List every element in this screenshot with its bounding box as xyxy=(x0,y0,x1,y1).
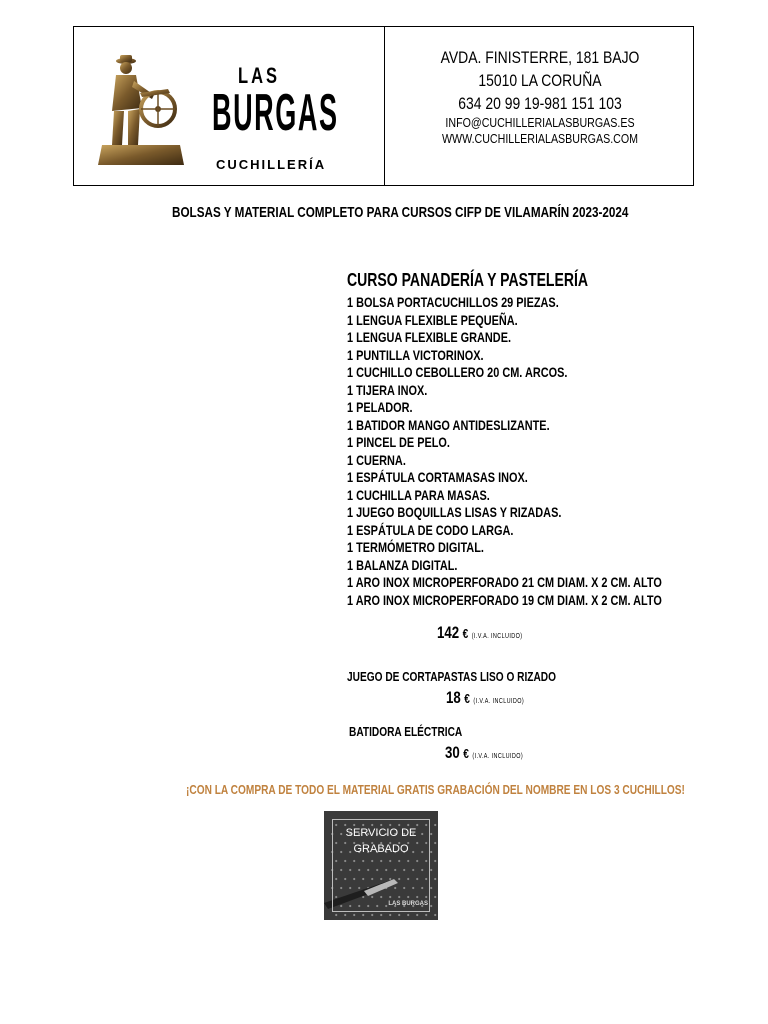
course-price-note: (I.V.A. INCLUIDO) xyxy=(471,633,523,640)
engraving-caption-line1: SERVICIO DE xyxy=(345,827,417,839)
course-item xyxy=(347,434,751,452)
course-item-text: 1 PINCEL DE PELO. xyxy=(347,434,450,450)
extra-item-price-currency: € xyxy=(463,746,469,761)
extra-item-price-note: (I.V.A. INCLUIDO) xyxy=(473,698,525,705)
course-item-text: 1 BATIDOR MANGO ANTIDESLIZANTE. xyxy=(347,416,550,433)
contact-block xyxy=(385,27,695,187)
course-item-text: 1 JUEGO BOQUILLAS LISAS Y RIZADAS. xyxy=(347,504,562,520)
course-item xyxy=(347,592,751,610)
course-item-text: 1 BALANZA DIGITAL. xyxy=(347,556,458,573)
course-item xyxy=(347,504,751,522)
extra-item-price-amount: 30 xyxy=(445,743,460,762)
course-item-text: 1 CUCHILLA PARA MASAS. xyxy=(347,486,490,503)
course-item-text: 1 TIJERA INOX. xyxy=(347,381,428,398)
course-item xyxy=(347,382,751,400)
extra-item-price-amount: 18 xyxy=(446,688,461,707)
course-item-text: 1 BOLSA PORTACUCHILLOS 29 PIEZAS. xyxy=(347,294,559,310)
course-title-text: CURSO PANADERÍA Y PASTELERÍA xyxy=(347,270,589,290)
engraving-logo-text: LAS BURGAS xyxy=(388,901,428,907)
extra-item-label xyxy=(349,724,494,739)
course-item-text: 1 ARO INOX MICROPERFORADO 21 CM DIAM. X 2 CM. ALTO xyxy=(347,574,662,590)
promo-text-content: ¡CON LA COMPRA DE TODO EL MATERIAL GRATIS GRABACIÓN DEL NOMBRE EN LOS 3 CUCHILLOS! xyxy=(186,782,685,797)
course-item xyxy=(347,487,751,505)
course-item xyxy=(347,557,751,575)
promo-text xyxy=(186,782,768,797)
course-title xyxy=(347,270,656,291)
brand-las: LAS xyxy=(238,63,280,88)
engraving-service-image xyxy=(324,811,438,920)
extra-item-price xyxy=(446,688,546,708)
course-item xyxy=(347,399,751,417)
course-price-currency: € xyxy=(462,626,469,641)
course-item-text: 1 ARO INOX MICROPERFORADO 19 CM DIAM. X 2 CM. ALTO xyxy=(347,591,662,608)
contact-phones: 634 20 99 19-981 151 103 xyxy=(458,94,622,113)
course-item xyxy=(347,364,751,382)
course-item-text: 1 ESPÁTULA CORTAMASAS INOX. xyxy=(347,469,528,485)
course-item-text: 1 PUNTILLA VICTORINOX. xyxy=(347,346,484,363)
course-item xyxy=(347,539,751,557)
course-item xyxy=(347,347,751,365)
extra-item-price xyxy=(445,743,545,763)
course-item xyxy=(347,417,751,435)
knife-grinder-figure-image xyxy=(96,53,186,168)
engraving-caption xyxy=(324,825,438,857)
course-item xyxy=(347,329,751,347)
contact-address: AVDA. FINISTERRE, 181 BAJO xyxy=(440,48,640,67)
document-title xyxy=(172,204,757,221)
header-box xyxy=(73,26,694,186)
extra-item-price-currency: € xyxy=(464,691,470,706)
course-item-text: 1 PELADOR. xyxy=(347,399,413,415)
extra-item-label-text: JUEGO DE CORTAPASTAS LISO O RIZADO xyxy=(347,669,557,684)
engraving-logo xyxy=(388,901,428,908)
brand-cuchilleria: CUCHILLERÍA xyxy=(216,157,327,172)
logo xyxy=(96,43,366,173)
course-item xyxy=(347,294,751,312)
extra-item-label-text: BATIDORA ELÉCTRICA xyxy=(349,724,463,739)
course-item-text: 1 CUERNA. xyxy=(347,451,406,468)
brand-burgas: BURGAS xyxy=(212,84,339,142)
course-item xyxy=(347,522,751,540)
course-item-text: 1 TERMÓMETRO DIGITAL. xyxy=(347,539,484,555)
extra-item-price-note: (I.V.A. INCLUIDO) xyxy=(472,753,524,760)
engraving-caption-line2: GRABADO xyxy=(353,843,409,855)
contact-website[interactable]: WWW.CUCHILLERIALASBURGAS.COM xyxy=(441,131,639,146)
course-item xyxy=(347,574,751,592)
course-item xyxy=(347,452,751,470)
course-item xyxy=(347,469,751,487)
course-price-amount: 142 xyxy=(437,623,460,642)
course-item-text: 1 ESPÁTULA DE CODO LARGA. xyxy=(347,521,514,538)
course-price xyxy=(437,623,547,643)
course-item-text: 1 LENGUA FLEXIBLE GRANDE. xyxy=(347,329,512,345)
course-item-text: 1 LENGUA FLEXIBLE PEQUEÑA. xyxy=(347,311,518,328)
course-item xyxy=(347,312,751,330)
extra-item-label xyxy=(347,669,615,684)
course-item-text: 1 CUCHILLO CEBOLLERO 20 CM. ARCOS. xyxy=(347,364,568,380)
course-items-list xyxy=(347,294,751,609)
contact-city: 15010 LA CORUÑA xyxy=(478,71,602,90)
document-title-text: BOLSAS Y MATERIAL COMPLETO PARA CURSOS CIFP DE VILAMARÍN 2023-2024 xyxy=(172,204,629,221)
contact-email[interactable]: INFO@CUCHILLERIALASBURGAS.ES xyxy=(445,115,635,130)
